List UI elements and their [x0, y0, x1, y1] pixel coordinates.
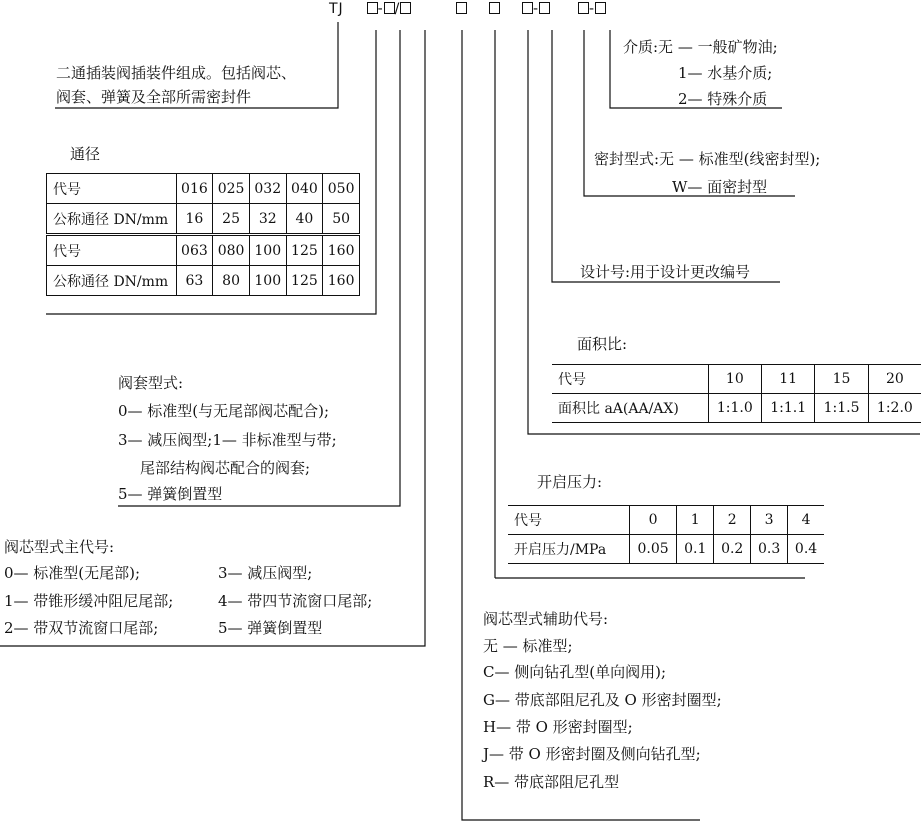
diameter-dn: 40: [286, 204, 323, 235]
sleeve-line-2: 3— 减压阀型;1— 非标准型与带;: [118, 431, 337, 449]
code-box-medium: [595, 2, 606, 14]
diameter-code-label: 代号: [47, 174, 177, 204]
spool-main-item: 1— 带锥形缓冲阻尼尾部;: [4, 592, 174, 610]
cracking-value: 0.05: [629, 535, 676, 564]
diameter-code: 050: [323, 174, 360, 204]
diameter-dn-label: 公称通径 DN/mm: [47, 204, 177, 235]
diameter-dn: 160: [323, 266, 360, 296]
cracking-code-label: 代号: [508, 506, 629, 535]
diameter-dn-label: 公称通径 DN/mm: [47, 266, 177, 296]
spool-main-item: 4— 带四节流窗口尾部;: [218, 592, 373, 610]
cracking-code: 3: [751, 506, 788, 535]
diameter-code: 125: [286, 235, 323, 266]
medium-line-1: 介质:无 — 一般矿物油;: [623, 38, 778, 56]
cracking-code: 2: [714, 506, 751, 535]
cracking-value: 0.4: [788, 535, 824, 564]
diameter-table: [46, 173, 360, 296]
diameter-code: 080: [213, 235, 250, 266]
diameter-code-label: 代号: [47, 235, 177, 266]
seal-line-2: W— 面密封型: [672, 178, 768, 196]
code-box-area-ratio: [522, 2, 533, 14]
area-ratio-value: 1:1.5: [815, 394, 868, 423]
spool-main-item: 3— 减压阀型;: [218, 564, 313, 582]
diameter-code: 100: [249, 235, 286, 266]
diameter-code: 160: [323, 235, 360, 266]
code-box-design: [539, 2, 550, 14]
diameter-code: 016: [176, 174, 213, 204]
area-ratio-table: [552, 364, 921, 423]
area-ratio-label: 面积比 aA(AA/AX): [552, 394, 708, 423]
code-box-sleeve: [384, 2, 395, 14]
model-code: [329, 2, 411, 16]
diameter-dn: 63: [176, 266, 213, 296]
area-ratio-code: 15: [815, 365, 868, 394]
spool-aux-title: 阀芯型式辅助代号:: [483, 610, 609, 628]
area-ratio-title: 面积比:: [577, 335, 628, 353]
spool-aux-item: C— 侧向钻孔型(单向阀用);: [483, 663, 667, 681]
diameter-dn: 16: [176, 204, 213, 235]
diameter-dn: 100: [249, 266, 286, 296]
cracking-table: [508, 505, 824, 564]
cracking-code: 0: [629, 506, 676, 535]
description-line-1: 二通插装阀插装件组成。包括阀芯、: [56, 64, 297, 82]
spool-aux-item: J— 带 O 形密封圈及侧向钻孔型;: [483, 745, 701, 763]
diameter-code: 032: [249, 174, 286, 204]
design-line: 设计号:用于设计更改编号: [580, 263, 751, 281]
spool-main-item: 0— 标准型(无尾部);: [4, 564, 141, 582]
spool-main-title: 阀芯型式主代号:: [4, 538, 115, 556]
diameter-code: 040: [286, 174, 323, 204]
diameter-dn: 32: [249, 204, 286, 235]
code-sep-slash: /: [394, 1, 401, 17]
cracking-value: 0.1: [677, 535, 714, 564]
code-sep-dash: -: [377, 1, 384, 17]
diameter-code: 025: [213, 174, 250, 204]
area-ratio-value: 1:2.0: [868, 394, 921, 423]
code-box-spool-aux: [456, 2, 467, 14]
sleeve-line-4: 5— 弹簧倒置型: [118, 485, 223, 503]
spool-aux-item: G— 带底部阻尼孔及 O 形密封圈型;: [483, 691, 722, 709]
diameter-title: 通径: [70, 145, 101, 163]
area-ratio-code: 10: [708, 365, 761, 394]
area-ratio-code: 11: [762, 365, 815, 394]
medium-line-3: 2— 特殊介质: [678, 90, 768, 108]
seal-line-1: 密封型式:无 — 标准型(线密封型);: [594, 150, 821, 168]
code-box-seal: [578, 2, 589, 14]
spool-aux-item: H— 带 O 形密封圈型;: [483, 718, 633, 736]
diameter-code: 063: [176, 235, 213, 266]
spool-aux-item: R— 带底部阻尼孔型: [483, 773, 620, 791]
sleeve-line-3: 尾部结构阀芯配合的阀套;: [140, 459, 311, 477]
medium-line-2: 1— 水基介质;: [678, 64, 773, 82]
code-box-diameter: [367, 2, 378, 14]
spool-main-item: 5— 弹簧倒置型: [218, 619, 323, 637]
area-ratio-code: 20: [868, 365, 921, 394]
description-line-2: 阀套、弹簧及全部所需密封件: [56, 88, 252, 106]
sleeve-line-1: 0— 标准型(与无尾部阀芯配合);: [118, 402, 330, 420]
area-ratio-value: 1:1.0: [708, 394, 761, 423]
diameter-dn: 25: [213, 204, 250, 235]
cracking-pressure-label: 开启压力/MPa: [508, 535, 629, 564]
spool-main-item: 2— 带双节流窗口尾部;: [4, 619, 159, 637]
spool-aux-item: 无 — 标准型;: [483, 637, 573, 655]
cracking-value: 0.3: [751, 535, 788, 564]
sleeve-title: 阀套型式:: [118, 374, 184, 392]
area-ratio-value: 1:1.1: [762, 394, 815, 423]
cracking-title: 开启压力:: [537, 473, 603, 491]
code-box-spool-main: [400, 2, 411, 14]
diameter-dn: 125: [286, 266, 323, 296]
diameter-dn: 80: [213, 266, 250, 296]
cracking-code: 1: [677, 506, 714, 535]
model-prefix: TJ: [329, 1, 344, 17]
diameter-dn: 50: [323, 204, 360, 235]
cracking-code: 4: [788, 506, 824, 535]
cracking-value: 0.2: [714, 535, 751, 564]
code-box-cracking: [489, 2, 500, 14]
area-ratio-code-label: 代号: [552, 365, 708, 394]
